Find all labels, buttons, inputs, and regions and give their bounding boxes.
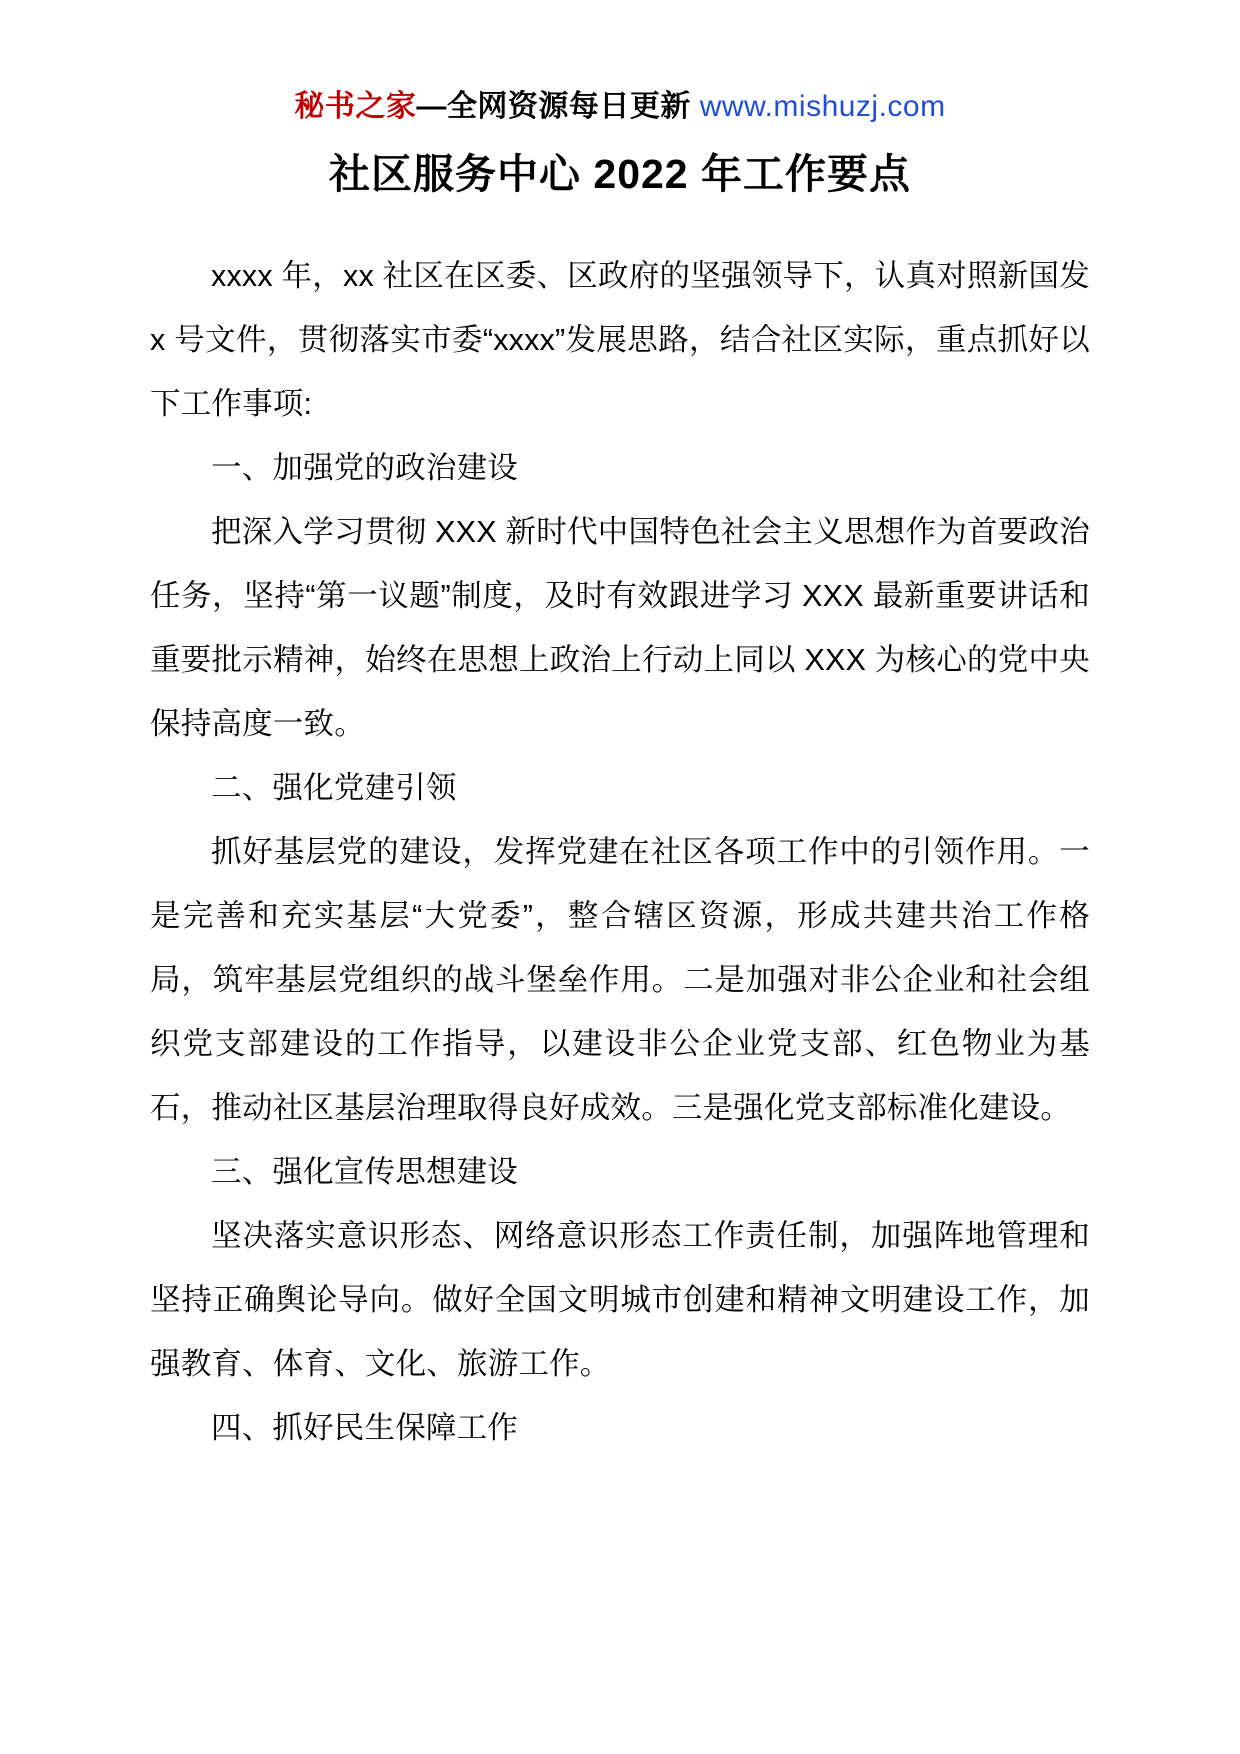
section-heading-4: 四、抓好民生保障工作	[211, 1411, 518, 1445]
section-heading-2: 二、强化党建引领	[211, 771, 457, 805]
paragraph-section-2: 抓好基层党的建设，发挥党建在社区各项工作中的引领作用。一是完善和充实基层“大党委”，整合辖区资源，形成共建共治工作格局，筑牢基层党组织的战斗堡垒作用。二是加强对非公企业和社会组织党支部建设的工作指导，以建设非公企业党支部、红色物业为基石，推动社区基层治理取得良好成效。三是强化党支部标准化建设。	[150, 835, 1090, 1125]
paragraph-section-3: 坚决落实意识形态、网络意识形态工作责任制，加强阵地管理和坚持正确舆论导向。做好全国文明城市创建和精神文明建设工作，加强教育、体育、文化、旅游工作。	[150, 1219, 1090, 1381]
paragraph-section-1: 把深入学习贯彻 XXX 新时代中国特色社会主义思想作为首要政治任务，坚持“第一议题”制度，及时有效跟进学习 XXX 最新重要讲话和重要批示精神，始终在思想上政治上行动上同以 XXX 为核心的党中央保持高度一致。	[150, 515, 1090, 741]
site-banner	[150, 86, 1090, 128]
section-heading-1: 一、加强党的政治建设	[211, 451, 518, 485]
section-heading-3: 三、强化宣传思想建设	[211, 1155, 518, 1189]
site-brand: 秘书之家	[294, 90, 417, 123]
site-url[interactable]: www.mishuzj.com	[699, 90, 946, 123]
page-title: 社区服务中心 2022 年工作要点	[329, 151, 911, 197]
document-body	[150, 244, 1090, 1460]
site-tagline: —全网资源每日更新	[416, 90, 691, 123]
paragraph-intro: xxxx 年，xx 社区在区委、区政府的坚强领导下，认真对照新国发 x 号文件，贯彻落实市委“xxxx”发展思路，结合社区实际，重点抓好以下工作事项:	[150, 259, 1090, 421]
